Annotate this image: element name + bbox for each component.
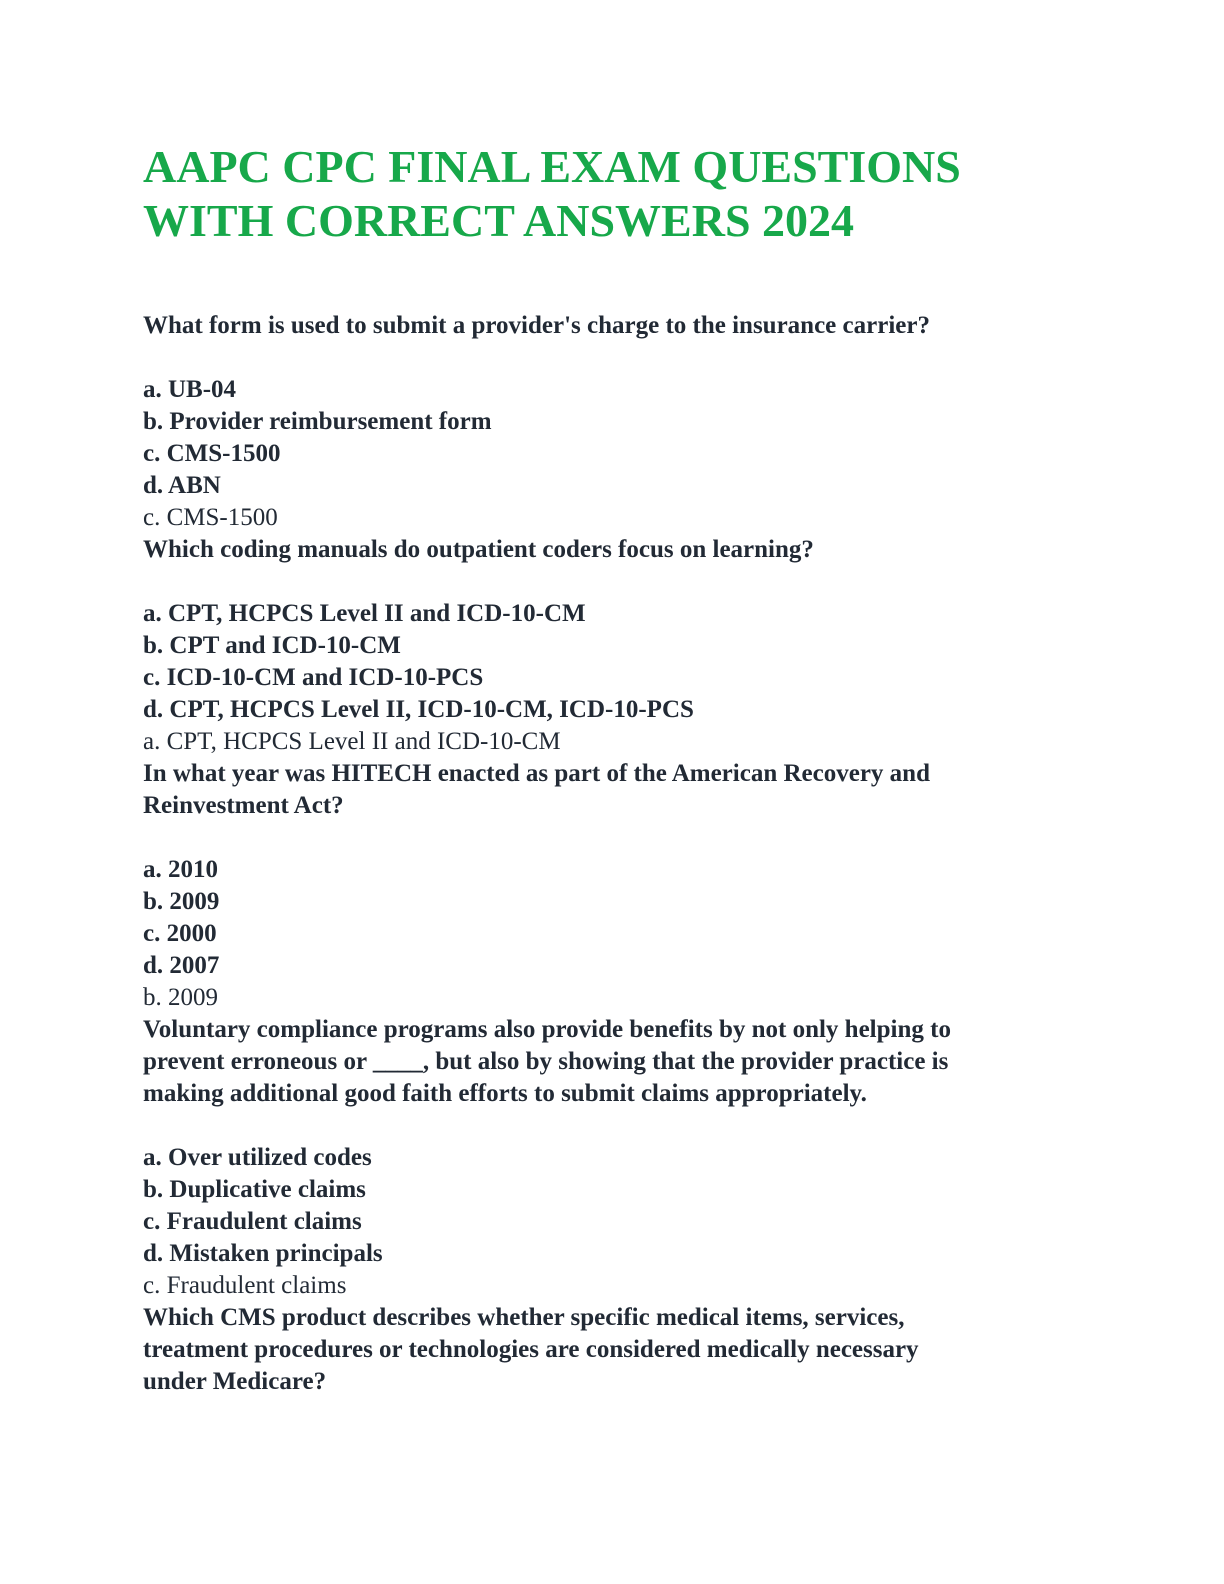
option-d: d. ABN — [143, 472, 221, 499]
document-page — [143, 140, 1083, 1398]
question-text: Which coding manuals do outpatient coders focus on learning? — [143, 536, 814, 563]
question-text: Voluntary compliance programs also provide benefits by not only helping to prevent erroneous or ____, but also by showing that the provider practice is making additional good faith efforts to submit claims appropriately. — [143, 1016, 951, 1107]
option-c: c. CMS-1500 — [143, 440, 281, 467]
option-d: d. CPT, HCPCS Level II, ICD-10-CM, ICD-10-PCS — [143, 696, 694, 723]
correct-answer: b. 2009 — [143, 984, 218, 1011]
option-c: c. 2000 — [143, 920, 217, 947]
option-b: b. Provider reimbursement form — [143, 408, 492, 435]
option-a: a. UB-04 — [143, 376, 237, 403]
correct-answer: a. CPT, HCPCS Level II and ICD-10-CM — [143, 728, 561, 755]
option-a: a. 2010 — [143, 856, 218, 883]
title-line: WITH CORRECT ANSWERS 2024 — [143, 195, 855, 246]
option-d: d. 2007 — [143, 952, 220, 979]
question-text: In what year was HITECH enacted as part of the American Recovery and Reinvestment Act? — [143, 760, 930, 819]
options-list — [143, 1142, 1083, 1270]
option-d: d. Mistaken principals — [143, 1240, 383, 1267]
correct-answer: c. CMS-1500 — [143, 504, 278, 531]
option-b: b. 2009 — [143, 888, 220, 915]
page-title — [143, 140, 1083, 248]
question-block-2 — [143, 534, 1083, 758]
option-c: c. ICD-10-CM and ICD-10-PCS — [143, 664, 484, 691]
correct-answer: c. Fraudulent claims — [143, 1272, 347, 1299]
option-a: a. CPT, HCPCS Level II and ICD-10-CM — [143, 600, 586, 627]
options-list — [143, 598, 1083, 726]
question-block-5 — [143, 1302, 1083, 1398]
option-b: b. CPT and ICD-10-CM — [143, 632, 401, 659]
title-line: AAPC CPC FINAL EXAM QUESTIONS — [143, 141, 961, 192]
options-list — [143, 854, 1083, 982]
question-text: Which CMS product describes whether specific medical items, services, treatment procedures or technologies are considered medically necessary under Medicare? — [143, 1304, 919, 1395]
question-block-3 — [143, 758, 1083, 1014]
options-list — [143, 374, 1083, 502]
option-a: a. Over utilized codes — [143, 1144, 372, 1171]
question-block-4 — [143, 1014, 1083, 1302]
question-text: What form is used to submit a provider's charge to the insurance carrier? — [143, 312, 930, 339]
option-c: c. Fraudulent claims — [143, 1208, 362, 1235]
question-block-1 — [143, 310, 1083, 534]
option-b: b. Duplicative claims — [143, 1176, 366, 1203]
